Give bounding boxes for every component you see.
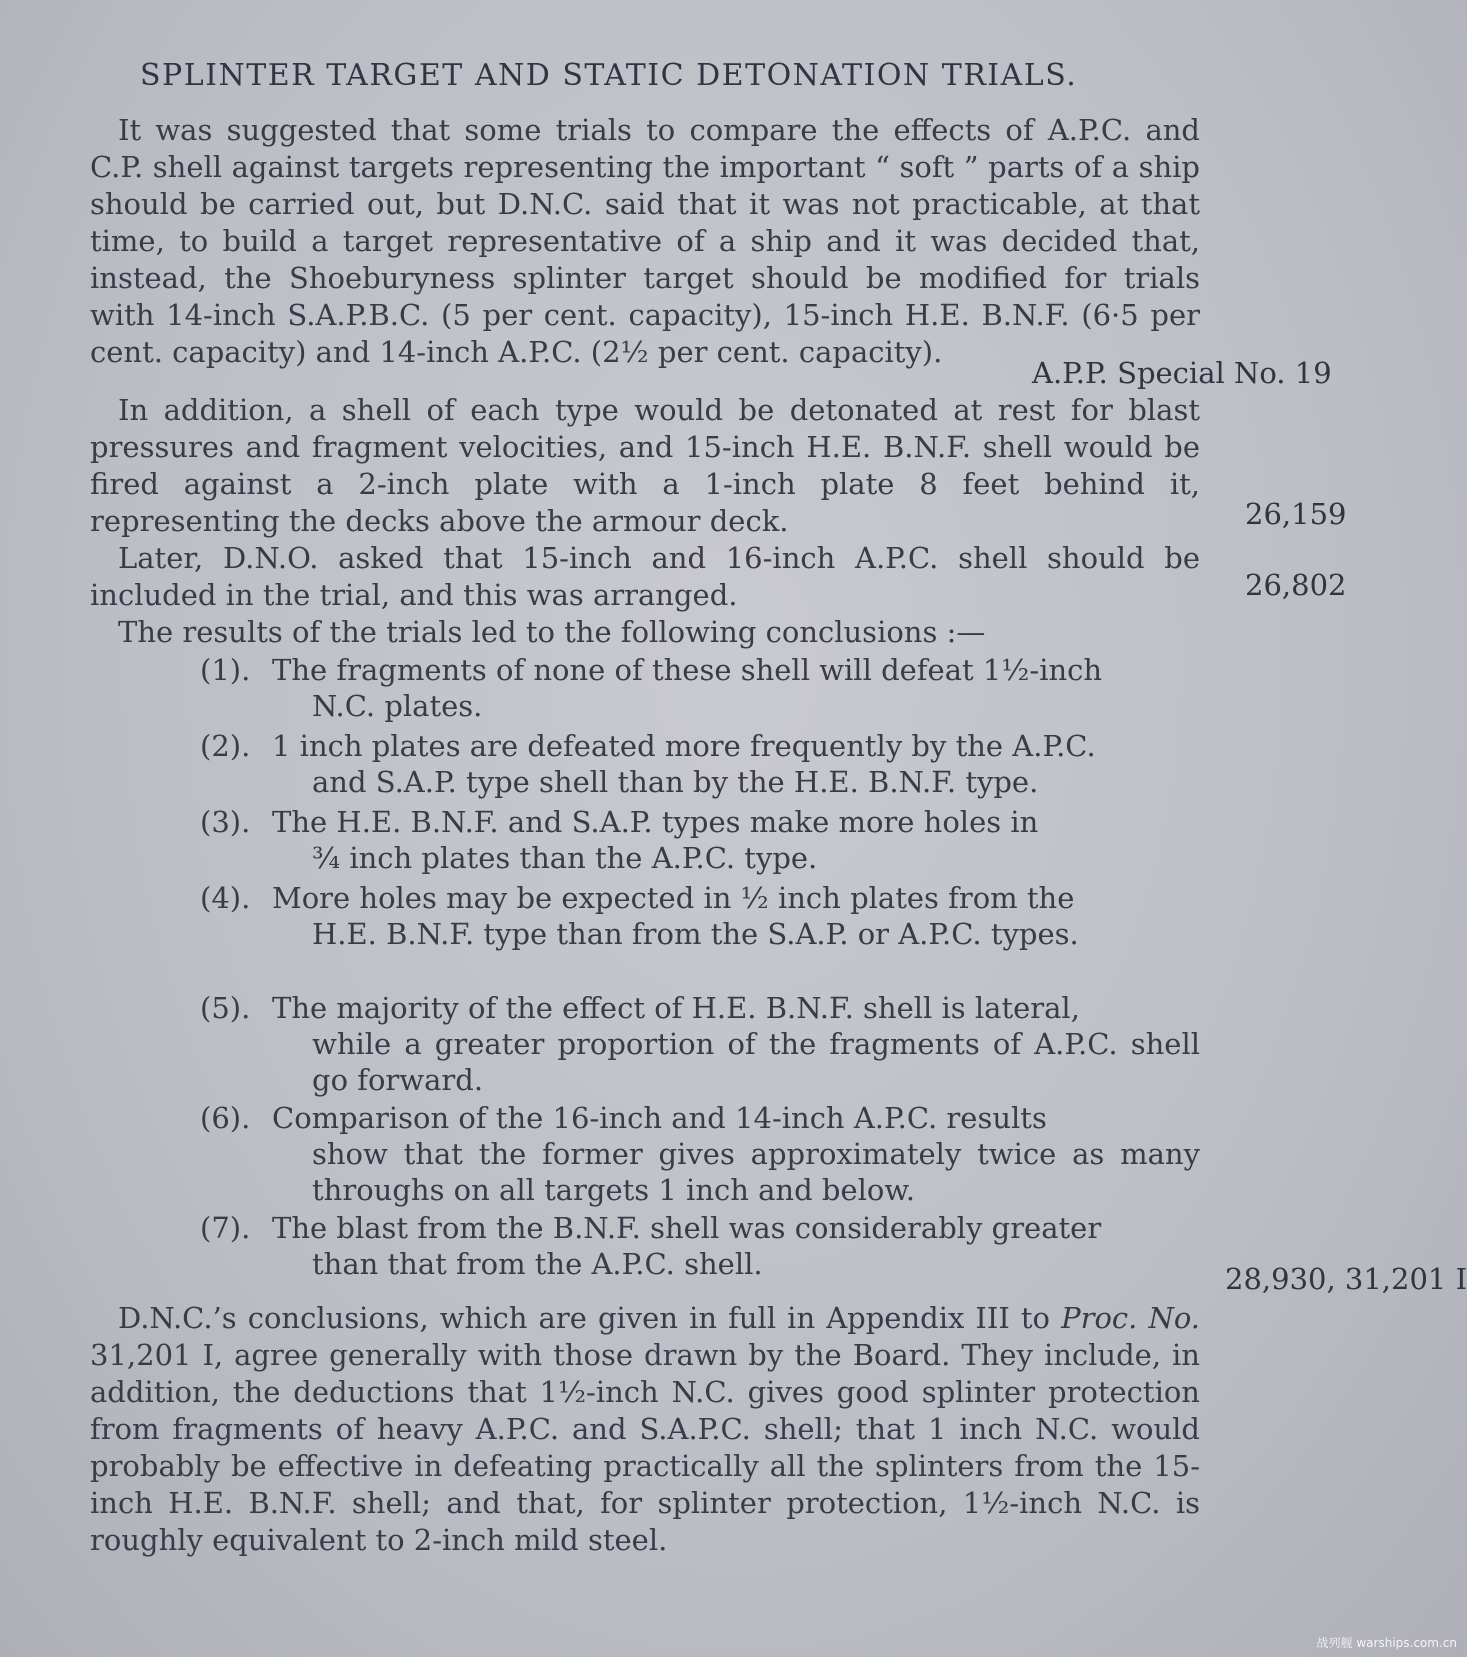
conclusion-continuation: while a greater proportion of the fragments of A.P.C. shell go forward. (312, 1027, 1200, 1097)
conclusion-text: The blast from the B.N.F. shell was considerably greater (272, 1211, 1102, 1245)
paragraph-5 (90, 1300, 1200, 1559)
conclusion-number: (4). (200, 881, 251, 915)
conclusion-text: Comparison of the 16-inch and 14-inch A.P.C. results (272, 1101, 1047, 1135)
conclusion-continuation: show that the former gives approximately twice as many throughs on all targets 1 inch and below. (312, 1137, 1200, 1207)
conclusion-text: 1 inch plates are defeated more frequently by the A.P.C. (272, 729, 1096, 763)
page-title: SPLINTER TARGET AND STATIC DETONATION TRIALS. (140, 58, 1078, 93)
paragraph-3: Later, D.N.O. asked that 15-inch and 16-inch A.P.C. shell should be included in the trial, and this was arranged. (90, 541, 1200, 612)
paragraph-5-lead: D.N.C.’s conclusions, which are given in full in Appendix III to (118, 1301, 1050, 1335)
paragraph-4: The results of the trials led to the following conclusions :— (118, 615, 986, 649)
conclusion-continuation: N.C. plates. (312, 689, 483, 723)
conclusion-item (200, 990, 1200, 1098)
conclusion-number: (2). (200, 729, 251, 763)
conclusion-number: (3). (200, 805, 251, 839)
conclusion-continuation: and S.A.P. type shell than by the H.E. B.N.F. type. (312, 765, 1039, 799)
conclusion-number: (6). (200, 1101, 251, 1135)
paragraph-1: It was suggested that some trials to compare the effects of A.P.C. and C.P. shell against targets representing the important “ soft ” parts of a ship should be carried out, but D.N.C. said that it was not practicable, at that time, to build a target representative of a ship and it was decided that, instead, the Shoeburyness splinter target should be modified for trials with 14-inch S.A.P.B.C. (5 per cent. capacity), 15-inch H.E. B.N.F. (6·5 per cent. capacity) and 14-inch A.P.C. (2½ per cent. capacity). (90, 113, 1200, 369)
conclusion-text: The majority of the effect of H.E. B.N.F. shell is lateral, (272, 991, 1080, 1025)
margin-reference-1: 26,159 (1245, 497, 1347, 531)
conclusion-item (200, 1210, 1200, 1282)
margin-reference-2: 26,802 (1245, 568, 1347, 602)
conclusion-item (200, 728, 1200, 800)
conclusion-item (200, 1100, 1200, 1208)
conclusion-continuation: H.E. B.N.F. type than from the S.A.P. or A.P.C. types. (312, 917, 1079, 951)
margin-reference-app: A.P.P. Special No. 19 (1032, 356, 1332, 390)
paragraph-5-rest: 31,201 I, agree generally with those drawn by the Board. They include, in addition, the deductions that 1½-inch N.C. gives good splinter protection from fragments of heavy A.P.C. and S.A.P.C. shell; that 1 inch N.C. would probably be effective in defeating practically all the splinters from the 15-inch H.E. B.N.F. shell; and that, for splinter protection, 1½-inch N.C. is roughly equivalent to 2-inch mild steel. (90, 1338, 1200, 1557)
conclusion-number: (5). (200, 991, 251, 1025)
paragraph-5-proc: Proc. No. (1061, 1301, 1201, 1335)
conclusion-item (200, 880, 1200, 952)
conclusion-number: (7). (200, 1211, 251, 1245)
conclusion-item (200, 804, 1200, 876)
margin-reference-3: 28,930, 31,201 I (1225, 1262, 1467, 1296)
paragraph-2: In addition, a shell of each type would be detonated at rest for blast pressures and fragment velocities, and 15-inch H.E. B.N.F. shell would be fired against a 2-inch plate with a 1-inch plate 8 feet behind it, representing the decks above the armour deck. (90, 393, 1200, 538)
conclusion-item (200, 652, 1200, 724)
conclusion-text: The H.E. B.N.F. and S.A.P. types make more holes in (272, 805, 1039, 839)
watermark: 战列舰 warships.com.cn (1316, 1636, 1457, 1650)
conclusion-text: The fragments of none of these shell will defeat 1½-inch (272, 653, 1103, 687)
conclusion-continuation: than that from the A.P.C. shell. (312, 1247, 763, 1281)
conclusion-number: (1). (200, 653, 251, 687)
conclusion-text: More holes may be expected in ½ inch plates from the (272, 881, 1075, 915)
conclusion-continuation: ¾ inch plates than the A.P.C. type. (312, 841, 818, 875)
